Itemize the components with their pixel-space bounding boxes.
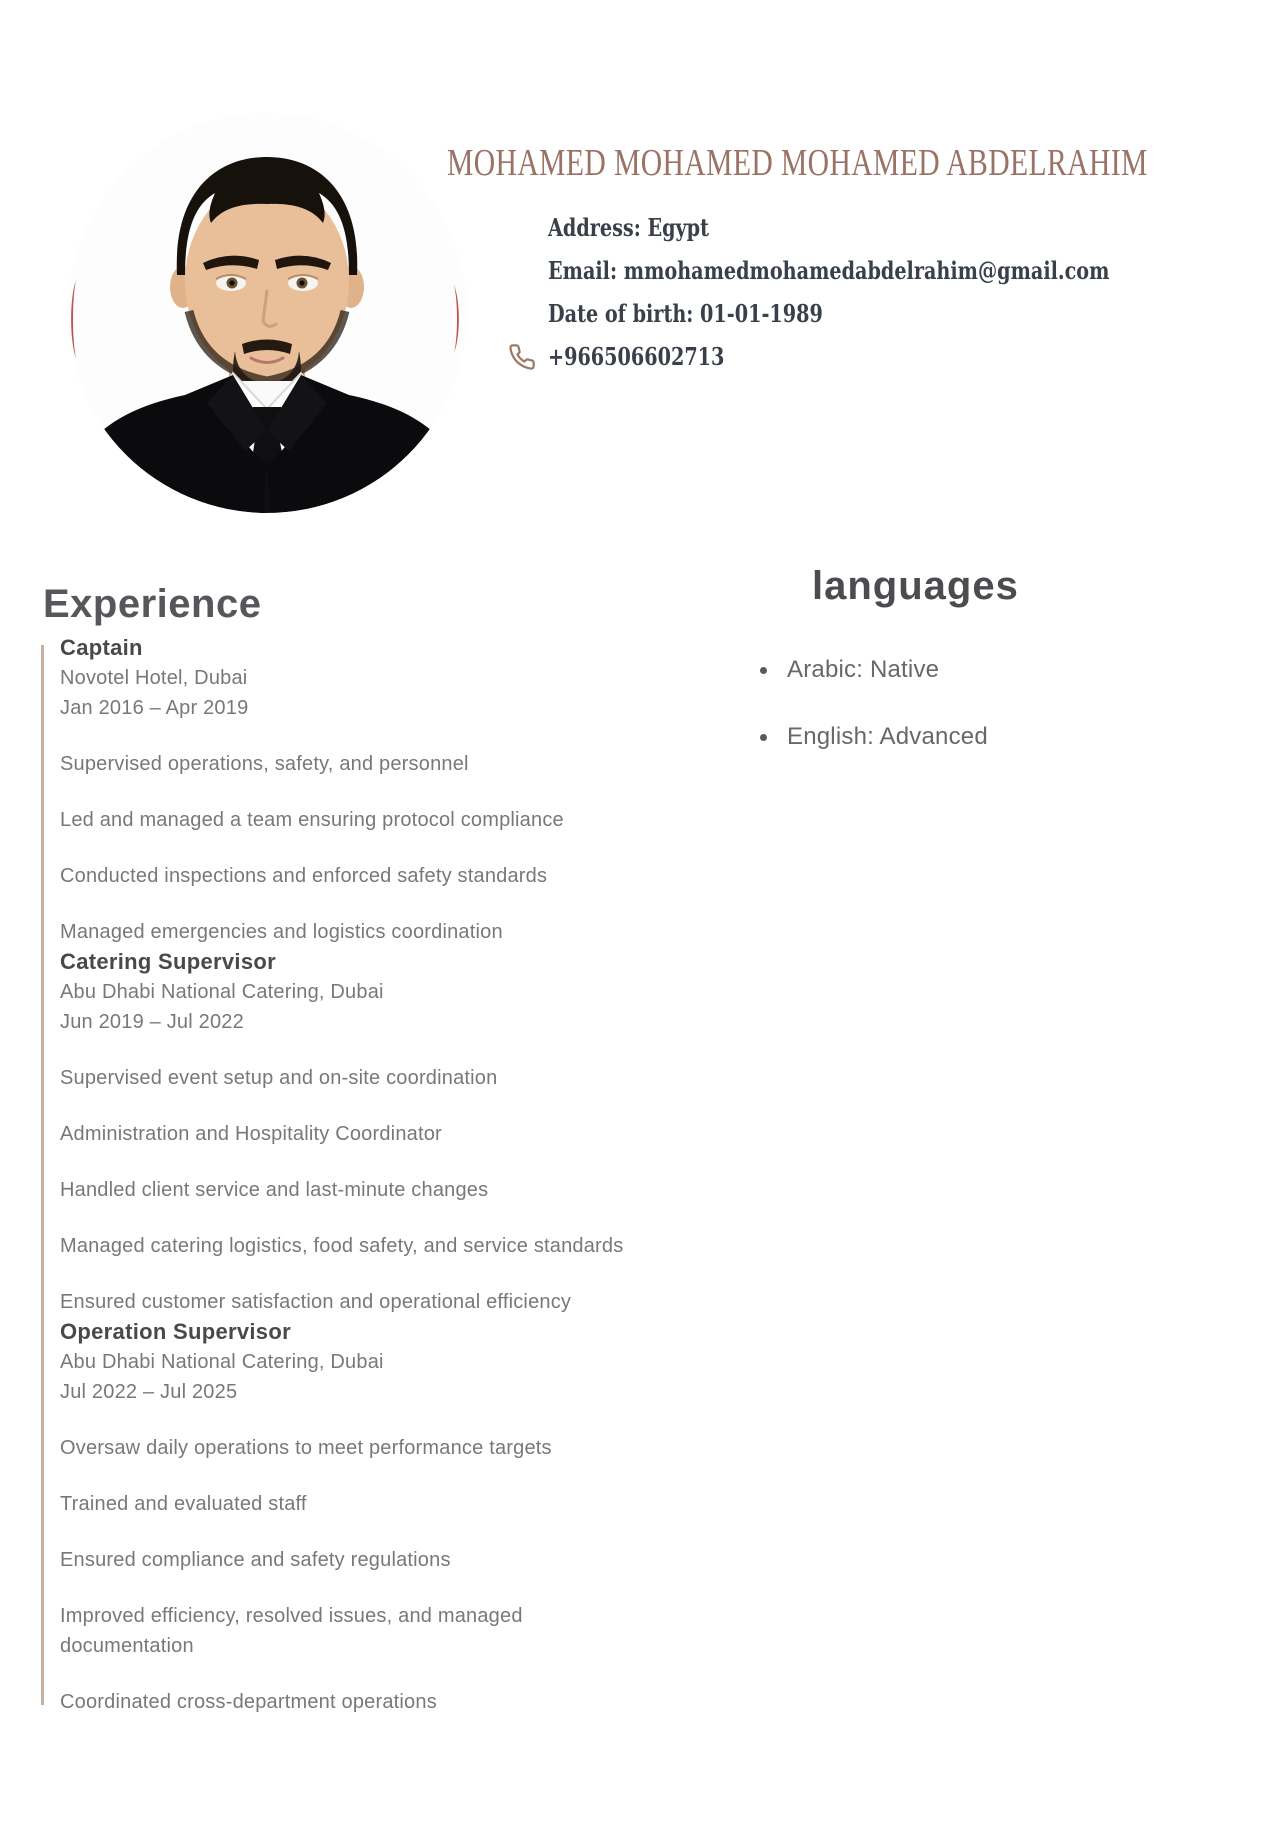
job-description-line: Coordinated cross-department operations [60, 1691, 437, 1713]
job-company: Novotel Hotel, Dubai [60, 667, 248, 689]
contact-block [548, 206, 1250, 378]
job-description-line: Handled client service and last-minute changes [60, 1179, 489, 1201]
job-description-line: Improved efficiency, resolved issues, and managed documentation [60, 1605, 523, 1657]
job-description-line: Managed emergencies and logistics coordination [60, 921, 503, 943]
experience-accent-rule [41, 645, 44, 1705]
language-label: Arabic: Native [787, 656, 940, 683]
job-description-line: Ensured customer satisfaction and operational efficiency [60, 1291, 572, 1313]
contact-email: Email: mmohamedmohamedabdelrahim@gmail.com [548, 256, 1110, 285]
job-entry [60, 947, 660, 1317]
job-entry [60, 1317, 660, 1717]
job-dates: Jun 2019 – Jul 2022 [60, 1011, 244, 1033]
job-description-line: Ensured compliance and safety regulations [60, 1549, 451, 1571]
contact-phone: +966506602713 [548, 335, 1250, 378]
contact-date-of-birth: Date of birth: 01-01-1989 [548, 299, 823, 328]
red-accent-arc-right [450, 285, 464, 353]
languages-list [760, 656, 988, 790]
job-company: Abu Dhabi National Catering, Dubai [60, 981, 384, 1003]
contact-address: Address: Egypt [548, 213, 709, 242]
profile-photo-illustration [67, 113, 467, 513]
red-accent-arc-left [66, 280, 80, 358]
job-list [60, 633, 660, 1717]
language-item [760, 656, 988, 684]
job-description-line: Trained and evaluated staff [60, 1493, 307, 1515]
language-item [760, 723, 988, 751]
job-description-line: Managed catering logistics, food safety, and service standards [60, 1235, 624, 1257]
candidate-name: MOHAMED MOHAMED MOHAMED ABDELRAHIM [447, 142, 1148, 184]
job-company: Abu Dhabi National Catering, Dubai [60, 1351, 384, 1373]
job-dates: Jan 2016 – Apr 2019 [60, 697, 249, 719]
language-label: English: Advanced [787, 723, 988, 750]
languages-section-title: languages [812, 564, 1019, 608]
job-description-line: Supervised operations, safety, and personnel [60, 753, 469, 775]
bullet-dot [760, 667, 767, 674]
job-description-line: Conducted inspections and enforced safety standards [60, 865, 548, 887]
profile-photo [67, 113, 467, 513]
job-title: Operation Supervisor [60, 1319, 291, 1344]
experience-section-title: Experience [43, 582, 262, 626]
job-description-line: Administration and Hospitality Coordinator [60, 1123, 442, 1145]
job-description-line: Led and managed a team ensuring protocol compliance [60, 809, 564, 831]
job-title: Captain [60, 635, 143, 660]
job-entry [60, 633, 660, 947]
bullet-dot [760, 734, 767, 741]
job-description-line: Oversaw daily operations to meet performance targets [60, 1437, 552, 1459]
job-description-line: Supervised event setup and on-site coordination [60, 1067, 498, 1089]
phone-icon [508, 343, 536, 371]
job-dates: Jul 2022 – Jul 2025 [60, 1381, 238, 1403]
job-title: Catering Supervisor [60, 949, 276, 974]
